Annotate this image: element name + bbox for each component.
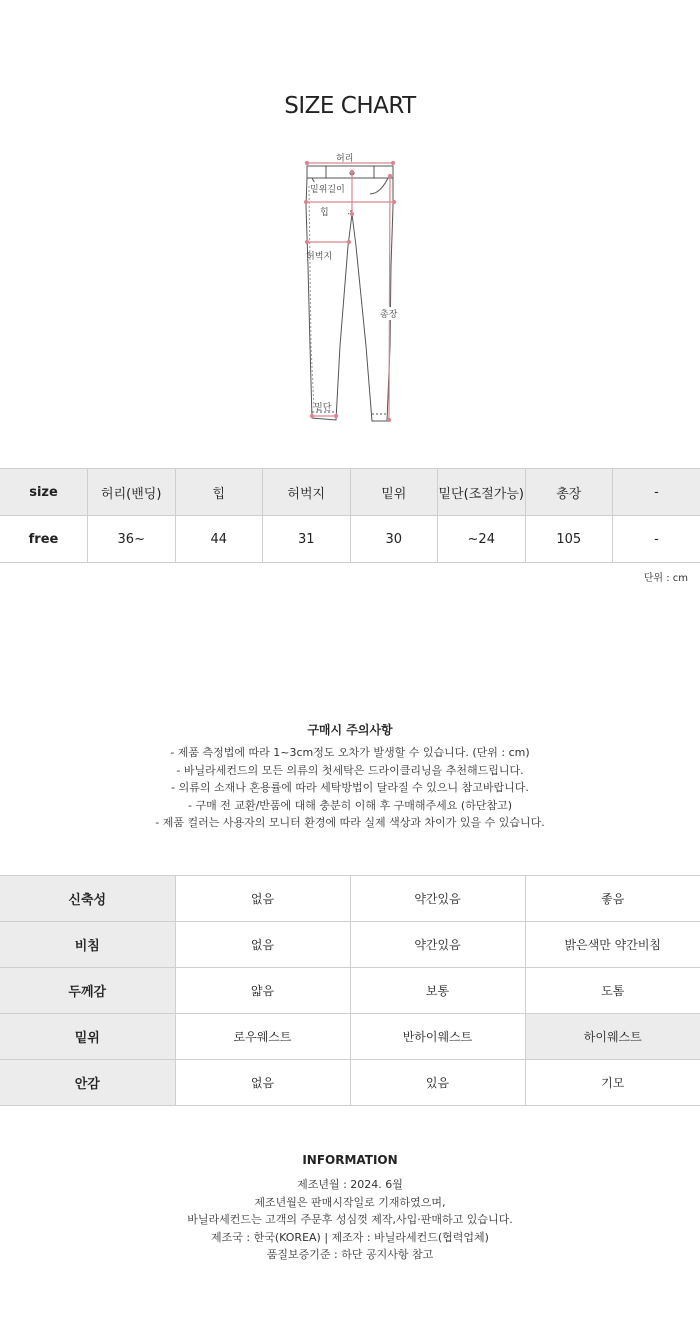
property-option: 약간있음 <box>350 876 525 922</box>
property-option: 약간있음 <box>350 922 525 968</box>
size-table-header: 총장 <box>525 469 613 516</box>
property-label: 두께감 <box>0 968 175 1014</box>
notice-line: - 바닐라세컨드의 모든 의류의 첫세탁은 드라이클리닝을 추천해드립니다. <box>176 763 524 777</box>
property-label: 신축성 <box>0 876 175 922</box>
property-option-selected: 하이웨스트 <box>525 1014 700 1060</box>
property-option: 얇음 <box>175 968 350 1014</box>
property-row <box>0 1014 700 1060</box>
size-table-cell: 30 <box>350 516 438 563</box>
unit-note: 단위 : cm <box>643 573 688 584</box>
notice-line: - 의류의 소재나 혼용률에 따라 세탁방법이 달라질 수 있으니 참고바랍니다. <box>171 781 529 794</box>
size-table <box>0 468 700 563</box>
size-table-row <box>0 516 700 563</box>
property-row <box>0 922 700 968</box>
size-table-header: 밑위 <box>350 469 438 516</box>
size-table-header: 밑단(조절가능) <box>438 469 526 516</box>
notice-line: - 구매 전 교환/반품에 대해 충분히 이해 후 구매해주세요 (하단참고) <box>187 798 512 812</box>
label-waist: 허리 <box>336 154 354 164</box>
pants-illustration <box>290 146 410 426</box>
property-option: 기모 <box>525 1060 700 1106</box>
size-table-header: size <box>0 469 88 516</box>
size-table-header: 허리(밴딩) <box>88 469 176 516</box>
information-line: 제조년월 : 2024. 6월 <box>297 1178 403 1191</box>
label-hem: 밑단 <box>314 403 332 413</box>
information-line: 품질보증기준 : 하단 공지사항 참고 <box>266 1248 434 1261</box>
property-option: 좋음 <box>525 876 700 922</box>
information-line: 제조년월은 판매시작일로 기재하였으며, <box>254 1195 446 1209</box>
information-line: 제조국 : 한국(KOREA) | 제조자 : 바닐라세컨드(협력업체) <box>211 1230 489 1244</box>
size-table-header: - <box>613 469 700 516</box>
property-option: 도톰 <box>525 968 700 1014</box>
size-table-cell: free <box>0 516 88 563</box>
size-table-header: 힙 <box>175 469 263 516</box>
property-option: 반하이웨스트 <box>350 1014 525 1060</box>
property-label: 밑위 <box>0 1014 175 1060</box>
property-row <box>0 968 700 1014</box>
notice-line: - 제품 컬러는 사용자의 모니터 환경에 따라 실제 색상과 차이가 있을 수 있습니다. <box>155 816 545 829</box>
property-option: 보통 <box>350 968 525 1014</box>
size-table-header-row <box>0 469 700 516</box>
information-line: 바닐라세컨드는 고객의 주문후 성심껏 제작,사입·판매하고 있습니다. <box>187 1213 513 1226</box>
notice-list <box>0 744 700 832</box>
size-table-cell: 105 <box>525 516 613 563</box>
property-label: 안감 <box>0 1060 175 1106</box>
pants-size-diagram <box>290 146 410 426</box>
property-option: 밝은색만 약간비침 <box>525 922 700 968</box>
size-table-header: 허벅지 <box>263 469 351 516</box>
property-label: 비침 <box>0 922 175 968</box>
property-row <box>0 876 700 922</box>
information-title: INFORMATION <box>302 1153 398 1167</box>
notice-title: 구매시 주의사항 <box>307 723 393 737</box>
size-table-cell: 31 <box>263 516 351 563</box>
property-option: 로우웨스트 <box>175 1014 350 1060</box>
label-thigh: 허벅지 <box>306 252 333 262</box>
size-table-cell: 44 <box>175 516 263 563</box>
property-option: 없음 <box>175 922 350 968</box>
label-length: 총장 <box>380 307 397 320</box>
property-option: 있음 <box>350 1060 525 1106</box>
label-hip: 힙 <box>320 208 329 218</box>
information-list <box>0 1176 700 1264</box>
property-option: 없음 <box>175 876 350 922</box>
property-option: 없음 <box>175 1060 350 1106</box>
property-table <box>0 875 700 1106</box>
notice-line: - 제품 측정법에 따라 1~3cm정도 오차가 발생할 수 있습니다. (단위 : cm) <box>170 746 530 759</box>
size-table-cell: - <box>613 516 700 563</box>
label-rise: 밑위길이 <box>310 182 345 195</box>
page-title: SIZE CHART <box>284 93 416 119</box>
size-table-cell: 36~ <box>88 516 176 563</box>
size-table-cell: ~24 <box>438 516 526 563</box>
property-row <box>0 1060 700 1106</box>
